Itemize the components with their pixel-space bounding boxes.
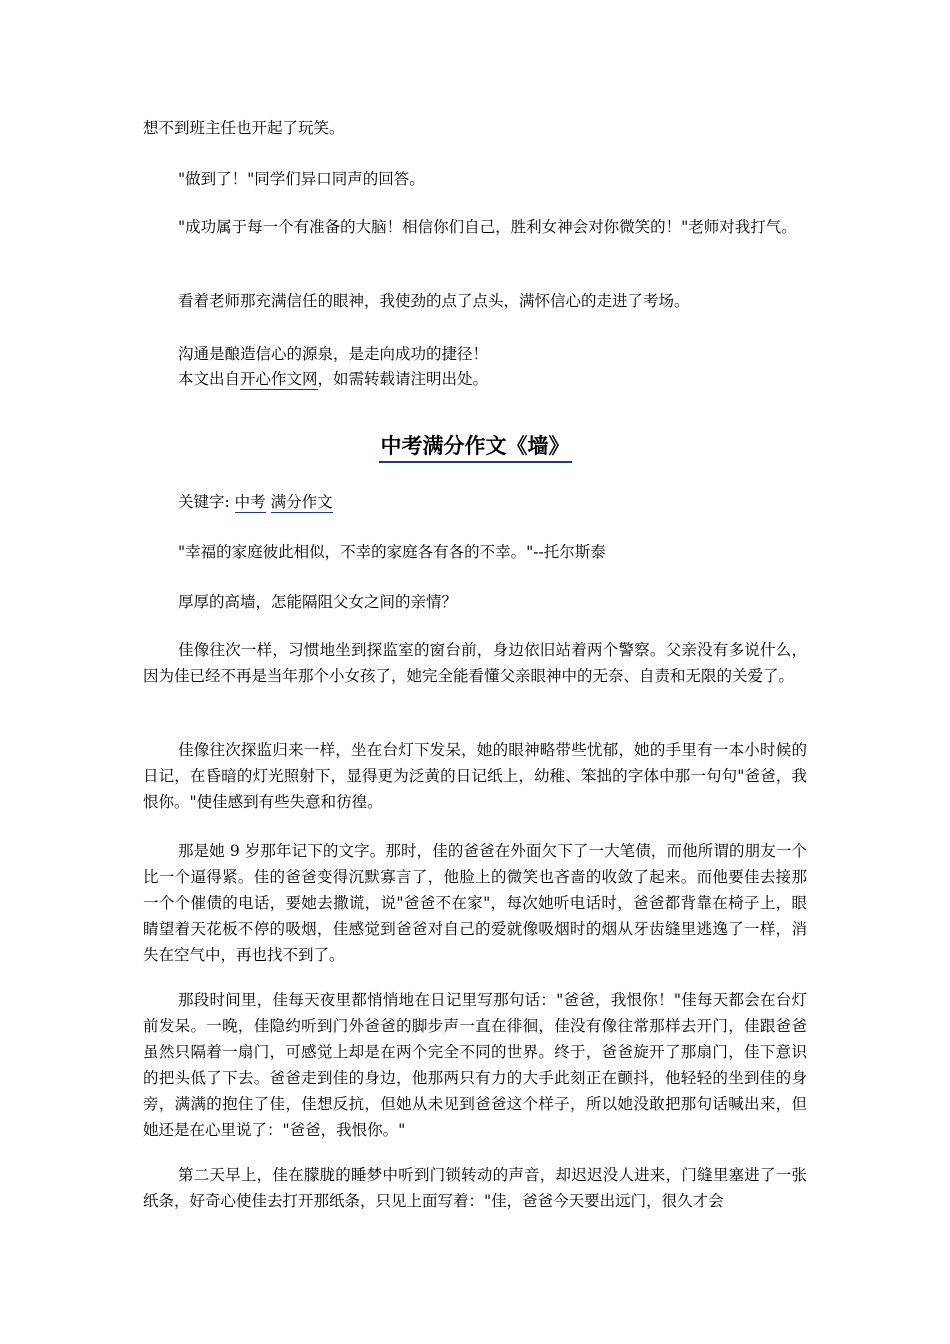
paragraph: "做到了！"同学们异口同声的回答。 — [178, 170, 425, 188]
article-title-block — [0, 423, 950, 463]
keywords-line — [143, 489, 807, 515]
paragraph: 沟通是酿造信心的源泉，是走向成功的捷径！ — [178, 345, 489, 363]
source-note — [143, 366, 807, 392]
paragraph: 那是她 9 岁那年记下的文字。那时，佳的爸爸在外面欠下了一大笔债，而他所谓的朋友一个比一个逼得紧。佳的爸爸变得沉默寡言了，他脸上的微笑也吝啬的收敛了起来。而他要佳去接那一个个催债的电话，要她去撒谎，说"爸爸不在家"，每次她听电话时，爸爸都背靠在椅子上，眼睛望着天花板不停的吸烟，佳感觉到爸爸对自己的爱就像吸烟时的烟从牙齿缝里逃逸了一样，消失在空气中，再也找不到了。 — [143, 842, 807, 964]
paragraph: "幸福的家庭彼此相似，不幸的家庭各有各的不幸。"--托尔斯泰 — [178, 543, 606, 561]
source-prefix: 本文出自 — [178, 370, 241, 388]
paragraph: 佳像往次探监归来一样，坐在台灯下发呆，她的眼神略带些忧郁，她的手里有一本小时候的日记，在昏暗的灯光照射下，显得更为泛黄的日记纸上，幼稚、笨拙的字体中那一句句"爸爸，我恨你。"使佳感到有些失意和彷徨。 — [143, 741, 807, 811]
source-link[interactable]: 开心作文网 — [240, 370, 318, 388]
keyword-link-zhongkao[interactable]: 中考 — [234, 493, 266, 511]
paragraph: "成功属于每一个有准备的大脑！相信你们自己，胜利女神会对你微笑的！"老师对我打气。 — [178, 218, 797, 236]
source-suffix: ，如需转载请注明出处。 — [317, 370, 489, 388]
keywords-label: 关键字: — [178, 493, 235, 511]
paragraph: 看着老师那充满信任的眼神，我使劲的点了点头，满怀信心的走进了考场。 — [178, 292, 690, 310]
paragraph: 佳像往次一样，习惯地坐到探监室的窗台前，身边依旧站着两个警察。父亲没有多说什么，因为佳已经不再是当年那个小女孩了，她完全能看懂父亲眼神中的无奈、自责和无限的关爱了。 — [143, 641, 807, 685]
paragraph: 那段时间里，佳每天夜里都悄悄地在日记里写那句话："爸爸，我恨你！"佳每天都会在台灯前发呆。一晚，佳隐约听到门外爸爸的脚步声一直在徘徊，佳没有像往常那样去开门，佳跟爸爸虽然只隔着一扇门，可感觉上却是在两个完全不同的世界。终于，爸爸旋开了那扇门，佳下意识的把头低了下去。爸爸走到佳的身边，他那两只有力的大手此刻正在颤抖，他轻轻的坐到佳的身旁，满满的抱住了佳，佳想反抗，但她从未见到爸爸这个样子，所以她没敢把那句话喊出来，但她还是在心里说了："爸爸，我恨你。" — [143, 991, 807, 1139]
keyword-link-manfen[interactable]: 满分作文 — [270, 493, 333, 511]
article-title[interactable]: 中考满分作文《墙》 — [379, 432, 572, 463]
paragraph: 第二天早上，佳在朦胧的睡梦中听到门锁转动的声音，却迟迟没人进来，门缝里塞进了一张纸条，好奇心使佳去打开那纸条，只见上面写着："佳，爸爸今天要出远门，很久才会 — [143, 1166, 807, 1210]
paragraph: 想不到班主任也开起了玩笑。 — [143, 119, 345, 137]
paragraph: 厚厚的高墙，怎能隔阻父女之间的亲情？ — [178, 593, 458, 611]
